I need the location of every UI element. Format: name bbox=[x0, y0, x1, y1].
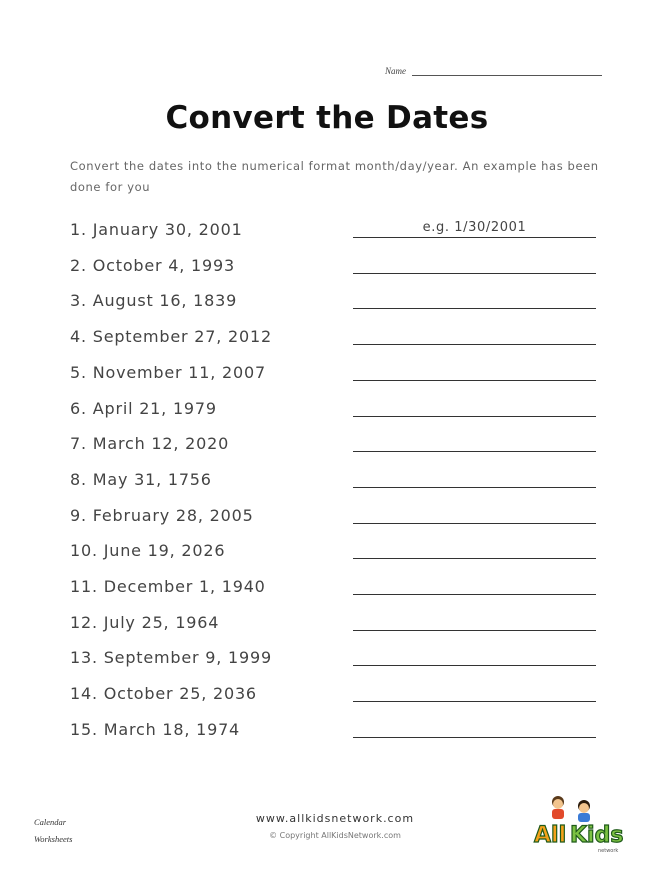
footer-category-line2: Worksheets bbox=[34, 834, 73, 844]
date-item bbox=[70, 291, 600, 315]
logo-all-text: All bbox=[534, 823, 567, 848]
date-item-label: 9. February 28, 2005 bbox=[70, 505, 254, 525]
date-item-label: 14. October 25, 2036 bbox=[70, 684, 257, 704]
instructions-text: Convert the dates into the numerical format month/day/year. An example has been done for you bbox=[70, 159, 599, 194]
date-item-label: 8. May 31, 1756 bbox=[70, 469, 212, 489]
date-item-label: 4. September 27, 2012 bbox=[70, 327, 272, 347]
answer-line[interactable] bbox=[353, 665, 596, 666]
footer-category-line1: Calendar bbox=[34, 817, 67, 827]
name-label: Name bbox=[385, 66, 406, 76]
date-item bbox=[70, 577, 600, 601]
date-item bbox=[70, 648, 600, 672]
date-item-label: 11. December 1, 1940 bbox=[70, 577, 266, 596]
date-item bbox=[70, 720, 600, 744]
answer-line[interactable] bbox=[353, 273, 596, 274]
date-item-label: 1. January 30, 2001 bbox=[70, 220, 243, 239]
footer-category bbox=[34, 814, 72, 848]
date-item bbox=[70, 434, 600, 458]
date-item-label: 3. August 16, 1839 bbox=[70, 291, 238, 311]
date-item-label: 7. March 12, 2020 bbox=[70, 434, 230, 454]
allkids-logo bbox=[528, 790, 632, 856]
answer-line[interactable] bbox=[353, 451, 596, 452]
date-item bbox=[70, 684, 600, 708]
date-item-label: 15. March 18, 1974 bbox=[70, 719, 241, 739]
page-title: Convert the Dates bbox=[165, 100, 489, 136]
kid-right-icon bbox=[578, 800, 590, 822]
date-item-label: 10. June 19, 2026 bbox=[70, 541, 226, 561]
kid-left-icon bbox=[552, 796, 564, 819]
date-item-label: 6. April 21, 1979 bbox=[70, 398, 217, 418]
date-item bbox=[70, 470, 600, 494]
answer-line[interactable] bbox=[353, 237, 596, 238]
answer-line[interactable] bbox=[353, 701, 596, 702]
date-item bbox=[70, 541, 600, 565]
date-item bbox=[70, 220, 600, 244]
date-item bbox=[70, 256, 600, 280]
logo-kids-text: Kids bbox=[570, 823, 624, 848]
answer-line[interactable] bbox=[353, 487, 596, 488]
answer-line[interactable] bbox=[353, 630, 596, 631]
date-item bbox=[70, 327, 600, 351]
date-item bbox=[70, 399, 600, 423]
logo-tagline: network bbox=[598, 848, 619, 854]
date-item bbox=[70, 506, 600, 530]
example-answer: e.g. 1/30/2001 bbox=[422, 220, 527, 235]
name-line bbox=[412, 67, 602, 76]
answer-line[interactable] bbox=[353, 594, 596, 595]
footer-copyright: © Copyright AllKidsNetwork.com bbox=[269, 831, 401, 840]
date-item-label: 2. October 4, 1993 bbox=[70, 255, 235, 275]
answer-line[interactable] bbox=[353, 380, 596, 381]
answer-line[interactable] bbox=[353, 344, 596, 345]
footer-url[interactable]: www.allkidsnetwork.com bbox=[255, 812, 415, 825]
answer-line[interactable] bbox=[353, 558, 596, 559]
date-item-label: 12. July 25, 1964 bbox=[70, 612, 220, 632]
date-item-label: 5. November 11, 2007 bbox=[70, 362, 266, 382]
footer-credits bbox=[200, 812, 470, 840]
date-item-label: 13. September 9, 1999 bbox=[70, 648, 272, 668]
date-item bbox=[70, 613, 600, 637]
answer-line[interactable] bbox=[353, 416, 596, 417]
date-item bbox=[70, 363, 600, 387]
name-field bbox=[385, 66, 602, 76]
answer-line[interactable] bbox=[353, 523, 596, 524]
answer-line[interactable] bbox=[353, 737, 596, 738]
answer-line[interactable] bbox=[353, 308, 596, 309]
